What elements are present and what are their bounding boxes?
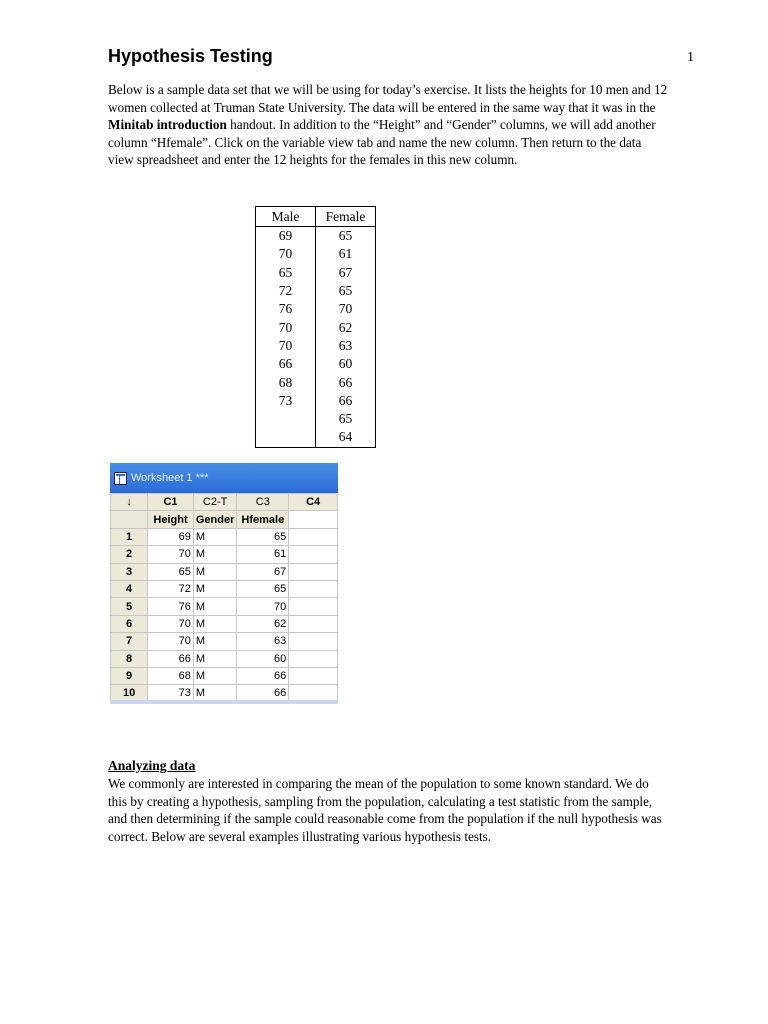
worksheet-row bbox=[111, 598, 338, 615]
height-cell[interactable]: 72 bbox=[148, 580, 194, 597]
intro-text-2: handout. In addition to the “Height” and “Gender” columns, we will add another column “Hfemale”. Click on the variable view tab and name the new column. Then return to the data view spreadsheet and enter the 12 heights for the females in this new column. bbox=[108, 117, 656, 168]
height-cell[interactable]: 70 bbox=[148, 615, 194, 632]
gender-cell[interactable]: M bbox=[193, 667, 237, 684]
heights-row bbox=[256, 282, 376, 300]
row-number-cell[interactable]: 7 bbox=[111, 633, 148, 650]
row-number-cell[interactable]: 2 bbox=[111, 546, 148, 563]
gender-cell[interactable]: M bbox=[193, 598, 237, 615]
gender-cell[interactable]: M bbox=[193, 615, 237, 632]
heights-row bbox=[256, 264, 376, 282]
male-height-cell: 72 bbox=[256, 282, 316, 300]
c4-empty-cell[interactable] bbox=[289, 546, 338, 563]
worksheet-titlebar bbox=[110, 463, 338, 493]
female-height-cell: 65 bbox=[316, 282, 376, 300]
female-height-cell: 65 bbox=[316, 410, 376, 428]
hfemale-cell[interactable]: 65 bbox=[237, 580, 289, 597]
heights-row bbox=[256, 318, 376, 336]
female-height-cell: 70 bbox=[316, 300, 376, 318]
gender-cell[interactable]: M bbox=[193, 563, 237, 580]
heights-table bbox=[255, 206, 376, 448]
hfemale-cell[interactable]: 70 bbox=[237, 598, 289, 615]
height-cell[interactable]: 70 bbox=[148, 633, 194, 650]
female-height-cell: 60 bbox=[316, 355, 376, 373]
heights-row bbox=[256, 373, 376, 391]
analysis-paragraph: We commonly are interested in comparing the mean of the population to some known standard. We do this by creating a hypothesis, sampling from the population, calculating a test statistic from the sample, and then determining if the sample could reasonable come from the population if the null hypothesis was correct. Below are several examples illustrating various hypothesis tests. bbox=[108, 776, 662, 844]
column-header-c3[interactable]: C3 bbox=[237, 494, 289, 511]
male-height-cell: 66 bbox=[256, 355, 316, 373]
height-cell[interactable]: 66 bbox=[148, 650, 194, 667]
column-header-c2[interactable]: C2-T bbox=[193, 494, 237, 511]
hfemale-cell[interactable]: 60 bbox=[237, 650, 289, 667]
male-height-cell bbox=[256, 410, 316, 428]
female-height-cell: 66 bbox=[316, 373, 376, 391]
arrow-cell[interactable]: ↓ bbox=[111, 494, 148, 511]
name-row-header bbox=[111, 511, 148, 528]
height-cell[interactable]: 68 bbox=[148, 667, 194, 684]
worksheet-icon bbox=[114, 472, 127, 485]
female-height-cell: 65 bbox=[316, 227, 376, 246]
column-name-c4[interactable] bbox=[289, 511, 338, 528]
height-cell[interactable]: 69 bbox=[148, 528, 194, 545]
worksheet-row bbox=[111, 633, 338, 650]
c4-empty-cell[interactable] bbox=[289, 563, 338, 580]
heights-row bbox=[256, 300, 376, 318]
female-height-cell: 66 bbox=[316, 392, 376, 410]
section-heading: Analyzing data bbox=[108, 758, 196, 773]
header-male: Male bbox=[256, 207, 316, 227]
worksheet-grid bbox=[110, 493, 338, 703]
gender-cell[interactable]: M bbox=[193, 633, 237, 650]
male-height-cell: 73 bbox=[256, 392, 316, 410]
worksheet-row bbox=[111, 546, 338, 563]
minitab-worksheet-screenshot bbox=[110, 463, 338, 704]
c4-empty-cell[interactable] bbox=[289, 650, 338, 667]
intro-bold-text: Minitab introduction bbox=[108, 117, 227, 133]
page-number: 1 bbox=[687, 50, 694, 65]
row-number-cell[interactable]: 6 bbox=[111, 615, 148, 632]
worksheet-title: Worksheet 1 *** bbox=[131, 472, 209, 484]
gender-cell[interactable]: M bbox=[193, 580, 237, 597]
c4-empty-cell[interactable] bbox=[289, 580, 338, 597]
row-number-cell[interactable]: 10 bbox=[111, 685, 148, 702]
row-number-cell[interactable]: 5 bbox=[111, 598, 148, 615]
worksheet-row bbox=[111, 563, 338, 580]
worksheet-row bbox=[111, 667, 338, 684]
height-cell[interactable]: 76 bbox=[148, 598, 194, 615]
gender-cell[interactable]: M bbox=[193, 528, 237, 545]
hfemale-cell[interactable]: 66 bbox=[237, 667, 289, 684]
worksheet-row bbox=[111, 615, 338, 632]
row-number-cell[interactable]: 8 bbox=[111, 650, 148, 667]
height-cell[interactable]: 73 bbox=[148, 685, 194, 702]
heights-row bbox=[256, 337, 376, 355]
hfemale-cell[interactable]: 66 bbox=[237, 685, 289, 702]
column-name-hfemale[interactable]: Hfemale bbox=[237, 511, 289, 528]
hfemale-cell[interactable]: 62 bbox=[237, 615, 289, 632]
row-number-cell[interactable]: 3 bbox=[111, 563, 148, 580]
male-height-cell: 65 bbox=[256, 264, 316, 282]
gender-cell[interactable]: M bbox=[193, 546, 237, 563]
c4-empty-cell[interactable] bbox=[289, 633, 338, 650]
hfemale-cell[interactable]: 65 bbox=[237, 528, 289, 545]
female-height-cell: 67 bbox=[316, 264, 376, 282]
female-height-cell: 64 bbox=[316, 428, 376, 447]
intro-paragraph bbox=[108, 81, 668, 169]
hfemale-cell[interactable]: 63 bbox=[237, 633, 289, 650]
female-height-cell: 62 bbox=[316, 318, 376, 336]
male-height-cell: 70 bbox=[256, 337, 316, 355]
row-number-cell[interactable]: 9 bbox=[111, 667, 148, 684]
gender-cell[interactable]: M bbox=[193, 650, 237, 667]
heights-row bbox=[256, 227, 376, 246]
height-cell[interactable]: 65 bbox=[148, 563, 194, 580]
worksheet-row bbox=[111, 528, 338, 545]
male-height-cell: 68 bbox=[256, 373, 316, 391]
male-height-cell bbox=[256, 428, 316, 447]
worksheet-scrollbar[interactable] bbox=[110, 700, 338, 704]
heights-row bbox=[256, 428, 376, 447]
female-height-cell: 61 bbox=[316, 245, 376, 263]
height-cell[interactable]: 70 bbox=[148, 546, 194, 563]
hfemale-cell[interactable]: 61 bbox=[237, 546, 289, 563]
c4-empty-cell[interactable] bbox=[289, 528, 338, 545]
heights-row bbox=[256, 410, 376, 428]
row-number-cell[interactable]: 1 bbox=[111, 528, 148, 545]
c4-empty-cell[interactable] bbox=[289, 615, 338, 632]
page-title: Hypothesis Testing bbox=[108, 46, 273, 66]
heights-row bbox=[256, 355, 376, 373]
header-female: Female bbox=[316, 207, 376, 227]
worksheet-row bbox=[111, 650, 338, 667]
male-height-cell: 70 bbox=[256, 245, 316, 263]
c4-empty-cell[interactable] bbox=[289, 598, 338, 615]
male-height-cell: 69 bbox=[256, 227, 316, 246]
column-header-c4[interactable]: C4 bbox=[289, 494, 338, 511]
row-number-cell[interactable]: 4 bbox=[111, 580, 148, 597]
worksheet-row bbox=[111, 580, 338, 597]
column-name-height[interactable]: Height bbox=[148, 511, 194, 528]
column-header-c1[interactable]: C1 bbox=[148, 494, 194, 511]
heights-row bbox=[256, 245, 376, 263]
intro-text-1: Below is a sample data set that we will be using for today’s exercise. It lists the heights for 10 men and 12 women collected at Truman State University. The data will be entered in the same way that it was in the bbox=[108, 82, 668, 115]
heights-row bbox=[256, 392, 376, 410]
male-height-cell: 70 bbox=[256, 318, 316, 336]
female-height-cell: 63 bbox=[316, 337, 376, 355]
column-name-gender[interactable]: Gender bbox=[193, 511, 237, 528]
male-height-cell: 76 bbox=[256, 300, 316, 318]
hfemale-cell[interactable]: 67 bbox=[237, 563, 289, 580]
gender-cell[interactable]: M bbox=[193, 685, 237, 702]
c4-empty-cell[interactable] bbox=[289, 667, 338, 684]
